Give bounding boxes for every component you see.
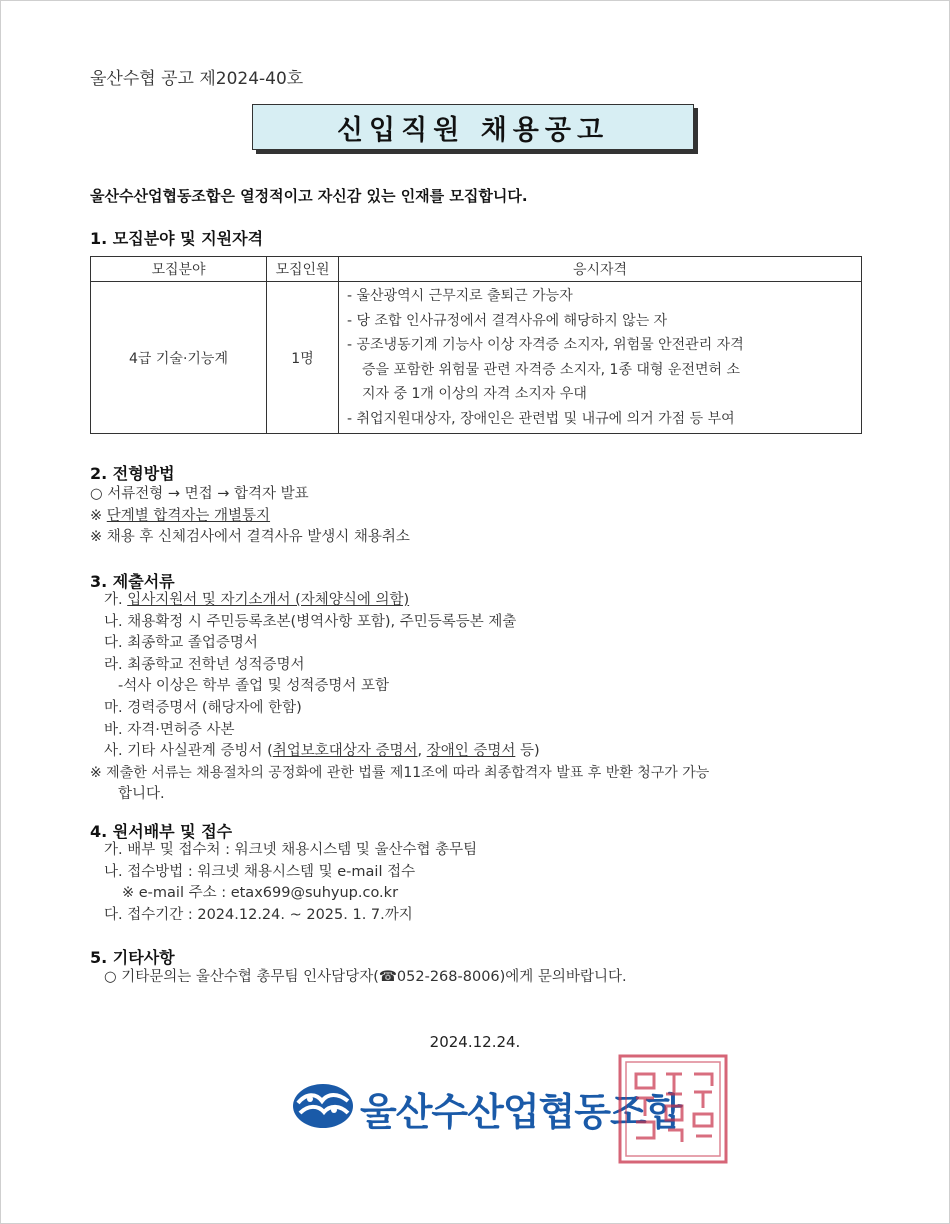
header-qualifications: 응시자격 xyxy=(339,257,862,282)
doc-item-ma: 마. 경력증명서 (해당자에 한함) xyxy=(104,699,302,716)
cancel-line: ※ 채용 후 신체검사에서 결격사유 발생시 채용취소 xyxy=(90,529,410,546)
apply-period: 다. 접수기간 : 2024.12.24. ~ 2025. 1. 7.까지 xyxy=(104,906,413,923)
official-seal-stamp xyxy=(614,1050,732,1172)
section1-title: 1. 모집분야 및 지원자격 xyxy=(90,229,264,248)
section3-title: 3. 제출서류 xyxy=(90,572,175,591)
table-header-row xyxy=(91,257,862,282)
doc-item-na: 나. 채용확정 시 주민등록초본(병역사항 포함), 주민등록등본 제출 xyxy=(104,613,517,630)
doc-item-sa-suffix: 등) xyxy=(515,743,540,760)
qualification-item: - 취업지원대상자, 장애인은 관련법 및 내규에 의거 가점 등 부여 xyxy=(347,410,735,427)
cell-qualifications xyxy=(339,282,862,434)
fish-wave-logo-icon xyxy=(292,1083,354,1133)
section2-title: 2. 전형방법 xyxy=(90,464,175,483)
contact-line: ○ 기타문의는 울산수협 총무팀 인사담당자(☎052-268-8006)에게 문의바랍니다. xyxy=(104,969,627,985)
apply-method: 나. 접수방법 : 워크넷 채용시스템 및 e-mail 접수 xyxy=(104,863,416,880)
qualification-item: - 당 조합 인사규정에서 결격사유에 해당하지 않는 자 xyxy=(347,312,668,329)
notice-number: 울산수협 공고 제2024-40호 xyxy=(90,69,304,89)
doc-item-ra: 라. 최종학교 전학년 성적증명서 xyxy=(104,656,305,673)
selection-process: ○ 서류전형 → 면접 → 합격자 발표 xyxy=(90,486,309,502)
cell-count: 1명 xyxy=(267,282,339,434)
page-title: 신입직원 채용공고 xyxy=(252,104,694,150)
doc-item-ga xyxy=(90,590,709,612)
apply-place: 가. 배부 및 접수처 : 워크넷 채용시스템 및 울산수협 총무팀 xyxy=(104,842,478,858)
logo-text: 울산수산업협동조합 xyxy=(360,1089,682,1134)
item-prefix: 가. xyxy=(104,592,128,608)
table-row xyxy=(91,282,862,434)
header-field: 모집분야 xyxy=(91,257,267,282)
note-mark: ※ xyxy=(90,507,107,524)
recruitment-table xyxy=(90,256,862,434)
section5-body xyxy=(90,967,627,989)
doc-item-ga-text: 입사지원서 및 자기소개서 (자체양식에 의함) xyxy=(127,592,410,608)
section4-title: 4. 원서배부 및 접수 xyxy=(90,822,233,841)
notice-date: 2024.12.24. xyxy=(429,1033,521,1051)
section4-body xyxy=(90,840,477,926)
return-note: ※ 제출한 서류는 채용절차의 공정화에 관한 법률 제11조에 따라 최종합격자 발표 후 반환 청구가 가능 xyxy=(90,764,710,781)
header-count: 모집인원 xyxy=(267,257,339,282)
doc-item-ba: 바. 자격·면허증 사본 xyxy=(104,721,235,738)
cell-field: 4급 기술·기능계 xyxy=(91,282,267,434)
qualification-item: - 울산광역시 근무지로 출퇴근 가능자 xyxy=(347,288,573,304)
doc-item-da: 다. 최종학교 졸업증명서 xyxy=(104,635,258,652)
notify-text: 단계별 합격자는 개별통지 xyxy=(106,507,271,524)
section2-body xyxy=(90,484,410,549)
doc-item-sa-u2: 장애인 증명서 xyxy=(426,743,516,760)
qualification-item: - 공조냉동기계 기능사 이상 자격증 소지자, 위험물 안전관리 자격 xyxy=(347,337,744,353)
doc-item-sa-prefix: 사. 기타 사실관계 증빙서 ( xyxy=(104,743,273,760)
intro-text: 울산수산업협동조합은 열정적이고 자신감 있는 인재를 모집합니다. xyxy=(90,187,528,205)
doc-item-sa-mid: , xyxy=(417,743,427,760)
qualification-item-cont: 증을 포함한 위험물 관련 자격증 소지자, 1종 대형 운전면허 소 xyxy=(362,361,740,378)
doc-item-ra-note: -석사 이상은 학부 졸업 및 성적증명서 포함 xyxy=(118,678,390,695)
email-address: ※ e-mail 주소 : etax699@suhyup.co.kr xyxy=(122,885,399,902)
doc-item-sa xyxy=(90,741,709,763)
return-note-cont: 합니다. xyxy=(118,786,165,803)
section3-body xyxy=(90,590,709,806)
doc-item-sa-u1: 취업보호대상자 증명서 xyxy=(272,743,418,760)
notify-line xyxy=(90,506,410,528)
section5-title: 5. 기타사항 xyxy=(90,948,175,967)
qualification-item-cont: 지자 중 1개 이상의 자격 소지자 우대 xyxy=(362,386,587,402)
